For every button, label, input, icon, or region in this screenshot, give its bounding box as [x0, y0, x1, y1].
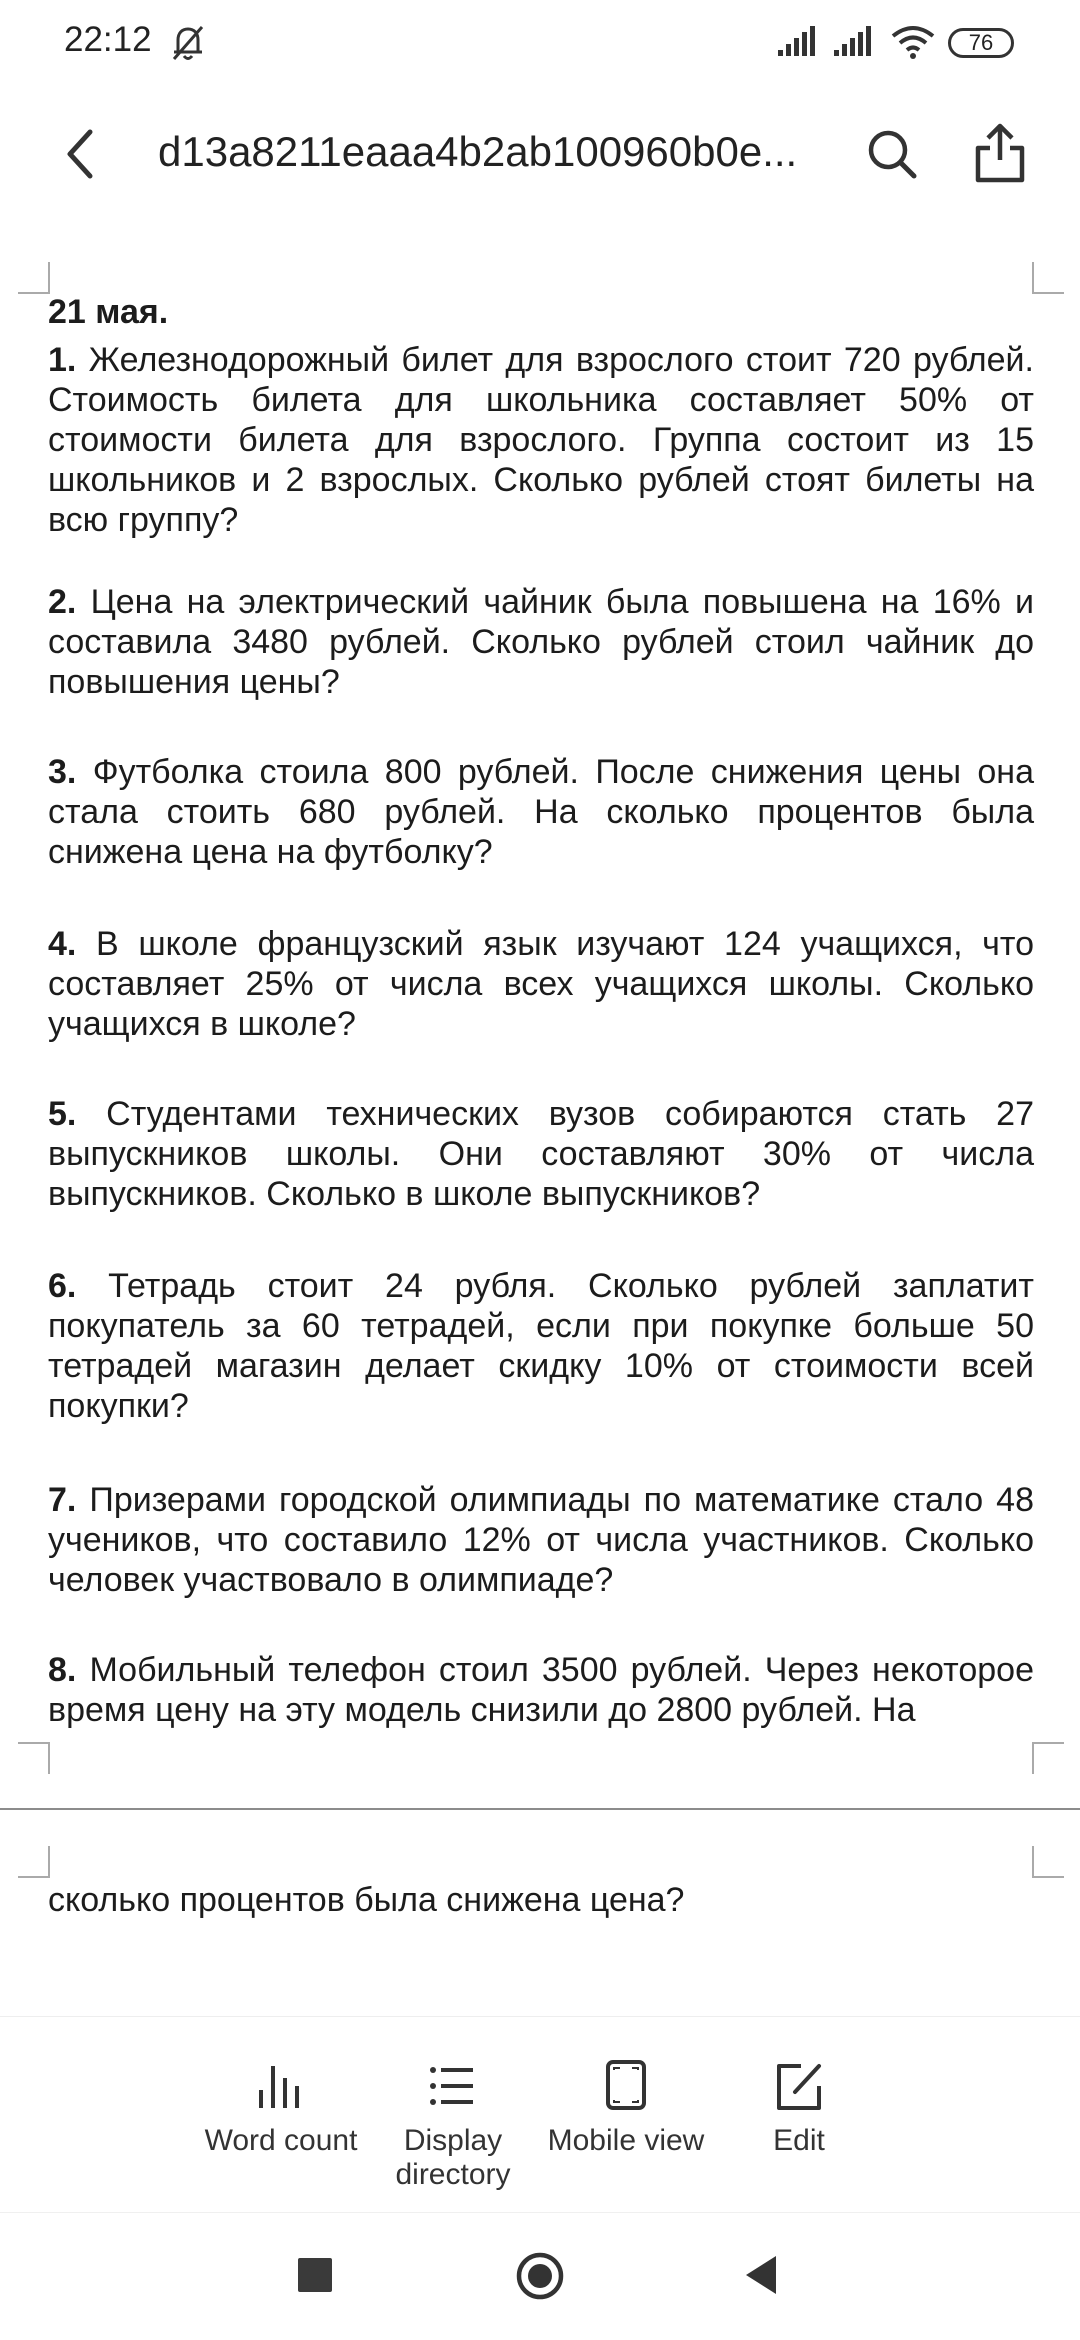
edit-label: Edit	[773, 2124, 825, 2157]
display-directory-label-line-1: Display	[403, 2124, 503, 2157]
battery-indicator: 76	[948, 28, 1014, 58]
question-1	[48, 340, 1034, 540]
question-number: 3.	[48, 753, 77, 791]
status-time: 22:12	[64, 20, 152, 59]
word-count-label: Word count	[204, 2124, 358, 2157]
bar-chart-icon	[253, 2060, 309, 2112]
page-corner-mark	[18, 1742, 50, 1774]
list-icon	[425, 2060, 481, 2112]
question-number: 8.	[48, 1651, 77, 1689]
home-icon[interactable]	[514, 2250, 566, 2302]
question-number: 4.	[48, 925, 77, 963]
question-text: В школе французский язык изучают 124 учащихся, что составляет 25% от числа всех учащихся школы. Сколько учащихся в школе?	[48, 925, 1034, 1043]
question-number: 2.	[48, 583, 77, 621]
mobile-view-label: Mobile view	[547, 2124, 705, 2157]
recent-apps-icon[interactable]	[298, 2258, 332, 2292]
signal-icon	[832, 26, 876, 58]
nav-divider	[0, 2212, 1080, 2213]
page-separator	[0, 1808, 1080, 1810]
wifi-icon	[890, 24, 936, 60]
back-arrow-icon[interactable]	[62, 126, 98, 182]
display-directory-label-line-2: directory	[395, 2158, 511, 2191]
question-text: Студентами технических вузов собираются стать 27 выпускников школы. Они составляют 30% от числа выпускников. Сколько в школе выпускников?	[48, 1095, 1034, 1213]
question-text: Футболка стоила 800 рублей. После снижения цены она стала стоить 680 рублей. На сколько процентов была снижена цена на футболку?	[48, 753, 1034, 871]
page-2-text: сколько процентов была снижена цена?	[48, 1881, 685, 1919]
question-4	[48, 924, 1034, 1044]
display-directory-label	[358, 2124, 548, 2192]
question-number: 6.	[48, 1267, 77, 1305]
question-text: Призерами городской олимпиады по математике стало 48 учеников, что составило 12% от числа участников. Сколько человек участвовало в олимпиаде?	[48, 1481, 1034, 1599]
search-icon[interactable]	[864, 126, 920, 182]
page-corner-mark	[18, 262, 50, 294]
edit-button[interactable]	[704, 2060, 894, 2158]
question-8	[48, 1650, 1034, 1730]
page-corner-mark	[1032, 1742, 1064, 1774]
document-date: 21 мая.	[48, 293, 169, 331]
question-text: Цена на электрический чайник была повышена на 16% и составила 3480 рублей. Сколько рублей стоил чайник до повышения цены?	[48, 583, 1034, 701]
question-7	[48, 1480, 1034, 1600]
question-number: 5.	[48, 1095, 77, 1133]
page-corner-mark	[18, 1846, 50, 1878]
edit-icon	[771, 2060, 827, 2112]
question-5	[48, 1094, 1034, 1214]
question-text: Мобильный телефон стоил 3500 рублей. Через некоторое время цену на эту модель снизили до 2800 рублей. На	[48, 1651, 1034, 1729]
question-text: Железнодорожный билет для взрослого стоит 720 рублей. Стоимость билета для школьника составляет 50% от стоимости билета для взрослого. Группа состоит из 15 школьников и 2 взрослых. Сколько рублей стоят билеты на всю группу?	[48, 341, 1034, 539]
page-corner-mark	[1032, 262, 1064, 294]
page-corner-mark	[1032, 1846, 1064, 1878]
question-number: 7.	[48, 1481, 77, 1519]
mute-bell-icon	[170, 24, 206, 62]
share-icon[interactable]	[972, 122, 1028, 184]
question-2	[48, 582, 1034, 702]
word-count-button[interactable]	[186, 2060, 376, 2158]
question-3	[48, 752, 1034, 872]
question-text: Тетрадь стоит 24 рубля. Сколько рублей заплатит покупатель за 60 тетрадей, если при покупке больше 50 тетрадей магазин делает скидку 10% от стоимости всей покупки?	[48, 1267, 1034, 1425]
question-6	[48, 1266, 1034, 1426]
signal-icon	[776, 26, 820, 58]
display-directory-button[interactable]	[358, 2060, 548, 2192]
mobile-view-icon	[598, 2060, 654, 2112]
document-title: d13a8211eaaa4b2ab100960b0e...	[158, 128, 798, 175]
question-number: 1.	[48, 341, 77, 379]
nav-back-icon[interactable]	[744, 2254, 778, 2296]
toolbar-divider	[0, 2016, 1080, 2017]
mobile-view-button[interactable]	[531, 2060, 721, 2158]
